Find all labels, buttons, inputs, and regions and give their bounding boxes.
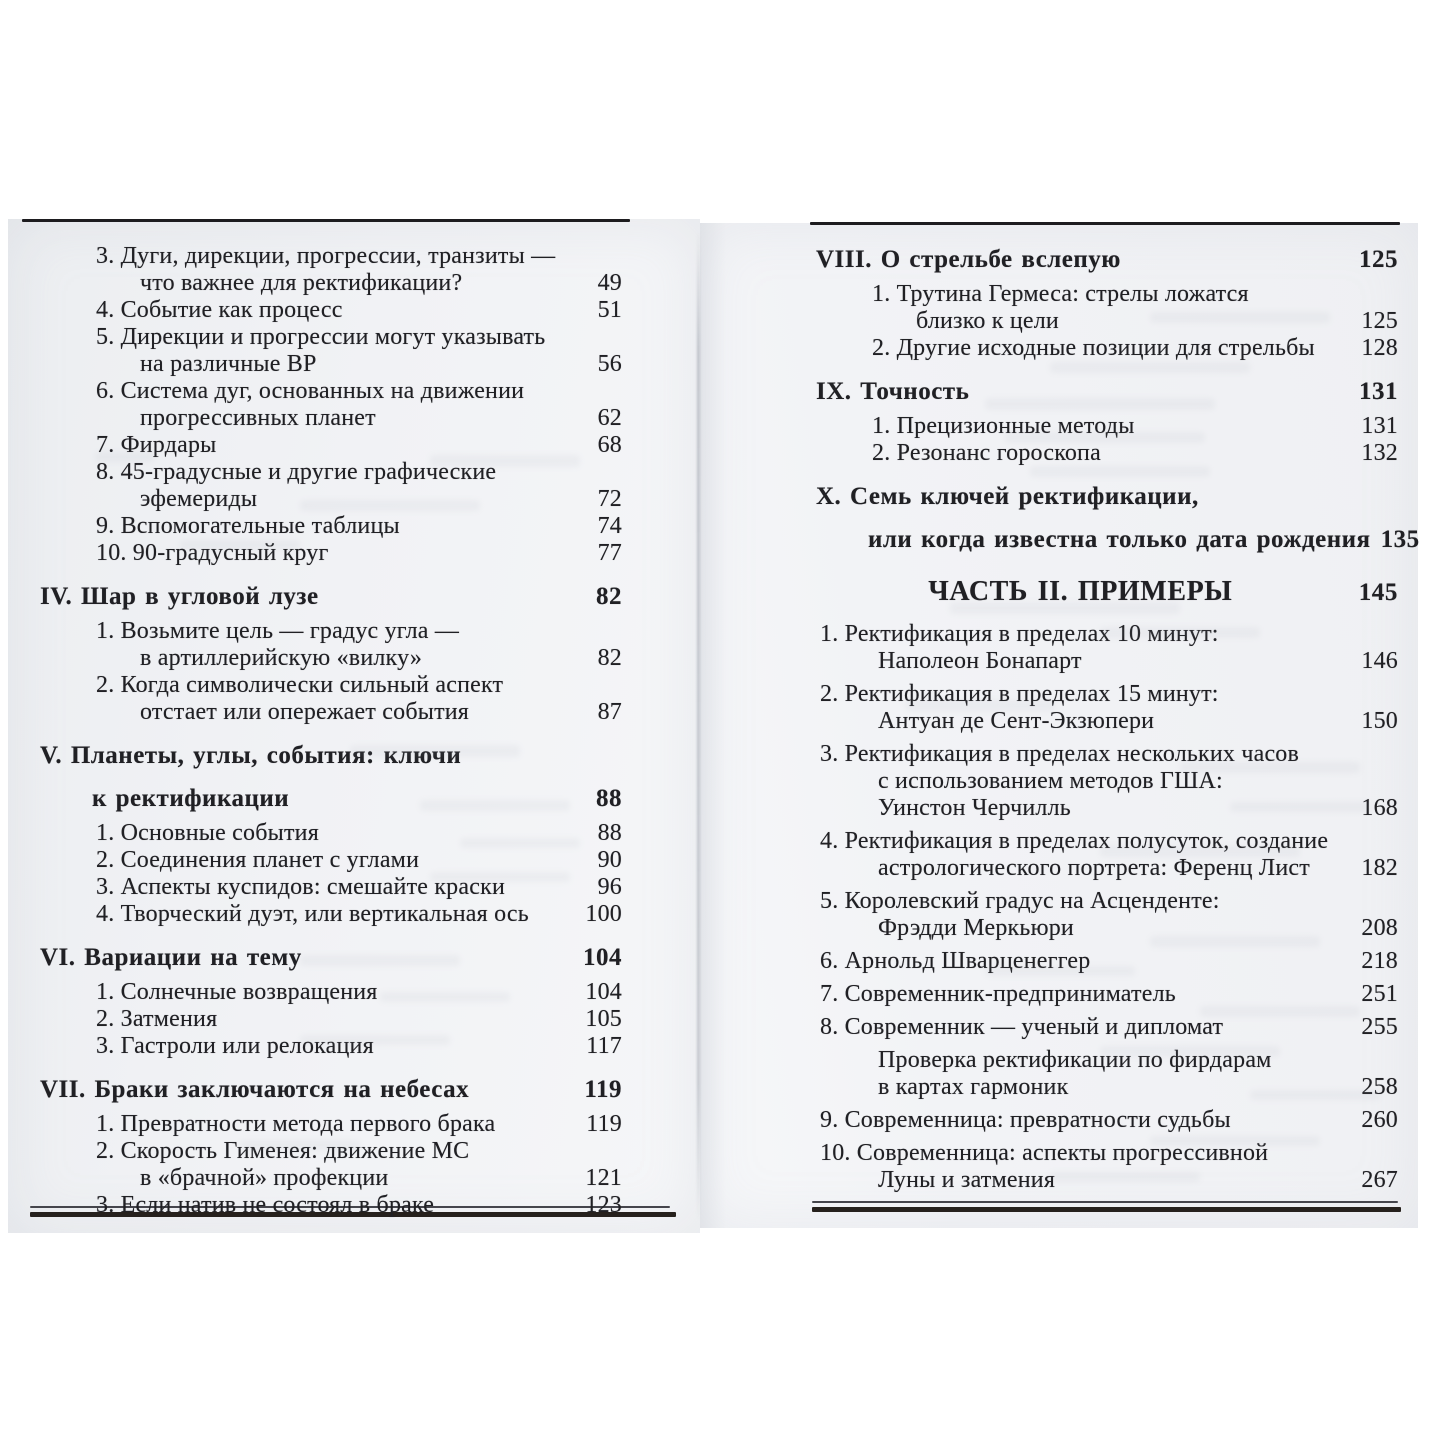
show-through-smudge (350, 745, 520, 757)
toc-item-line-text: 2. Другие исходные позиции для стрельбы (872, 335, 1315, 361)
toc-item-line (36, 297, 622, 324)
page-number: 251 (1361, 981, 1398, 1007)
page-number: 77 (597, 540, 622, 566)
page-number: 145 (1358, 579, 1398, 606)
toc-item-line (36, 270, 622, 297)
page-number: 88 (597, 820, 622, 846)
toc-item-line (812, 335, 1398, 362)
toc-chapter-heading (36, 1076, 622, 1103)
toc-item-line-text: 1. Превратности метода первого брака (96, 1111, 496, 1137)
page-number: 74 (597, 513, 622, 539)
toc-entry-line-text: 2. Ректификация в пределах 15 минут: (820, 681, 1219, 707)
show-through-smudge (430, 872, 570, 882)
toc-chapter-heading-text: V. Планеты, углы, события: ключи (40, 742, 462, 769)
show-through-smudge (460, 838, 580, 848)
page-number: 128 (1361, 335, 1398, 361)
page-number: 100 (585, 901, 622, 927)
toc-item-line-text: 1. Прецизионные методы (872, 413, 1135, 439)
show-through-smudge (180, 540, 300, 550)
toc-item-line (36, 1006, 622, 1033)
page-number: 131 (1361, 413, 1398, 439)
toc-item-line-text: 5. Дирекции и прогрессии могут указывать (96, 324, 546, 350)
toc-item-line-text: 1. Основные события (96, 820, 319, 846)
show-through-smudge (1200, 1006, 1360, 1017)
toc-chapter-heading-text: IX. Точность (816, 378, 970, 405)
toc-item-line-text: 2. Скорость Гименея: движение МС (96, 1138, 470, 1164)
toc-item-line (36, 351, 622, 378)
toc-item-line-text: эфемериды (140, 486, 258, 512)
page-number: 119 (584, 1076, 622, 1103)
show-through-smudge (1150, 312, 1330, 323)
toc-chapter-heading-text: к ректификации (92, 785, 290, 812)
page-number: 267 (1361, 1167, 1398, 1193)
page-number: 104 (583, 944, 622, 971)
toc-entry-line-text: 7. Современник-предприниматель (820, 981, 1176, 1007)
show-through-smudge (1150, 936, 1320, 947)
page-number: 258 (1361, 1074, 1398, 1100)
toc-entry-line-text: астрологического портрета: Ференц Лист (878, 855, 1310, 881)
show-through-smudge (950, 602, 1180, 614)
toc-item-line (36, 901, 622, 928)
page-number: 56 (597, 351, 622, 377)
toc-item-line-text: 7. Фирдары (96, 432, 217, 458)
toc-item-line-text: 9. Вспомогательные таблицы (96, 513, 400, 539)
show-through-smudge (1150, 1136, 1320, 1146)
toc-item-line (36, 618, 622, 645)
toc-entry-line-text: 4. Ректификация в пределах полусуток, создание (820, 828, 1329, 854)
toc-item-line (36, 979, 622, 1006)
toc-item-line-text: 3. Аспекты куспидов: смешайте краски (96, 874, 505, 900)
page-number: 62 (597, 405, 622, 431)
page-number: 125 (1359, 246, 1398, 273)
toc-item-line-text: отстает или опережает события (140, 699, 470, 725)
toc-item-line (36, 378, 622, 405)
toc-entry-line-text: 1. Ректификация в пределах 10 минут: (820, 621, 1219, 647)
right-page-bottom-thin-rule (812, 1201, 1398, 1203)
page-number: 182 (1361, 855, 1398, 881)
page-number: 72 (597, 486, 622, 512)
toc-item-line (36, 243, 622, 270)
toc-item-line (36, 699, 622, 726)
show-through-smudge (985, 966, 1135, 976)
page-number: 208 (1361, 915, 1398, 941)
show-through-smudge (905, 700, 1055, 711)
page-number: 49 (597, 270, 622, 296)
show-through-smudge (1180, 762, 1360, 773)
page-number: 260 (1361, 1107, 1398, 1133)
toc-entry-line-text: Фрэдди Меркьюри (878, 915, 1074, 941)
show-through-smudge (95, 452, 155, 462)
toc-item-line-text: что важнее для ректификации? (140, 270, 463, 296)
toc-item-line-text: 2. Резонанс гороскопа (872, 440, 1101, 466)
left-page-top-rule (22, 219, 630, 222)
toc-item-line-text: в артиллерийскую «вилку» (140, 645, 423, 671)
show-through-smudge (380, 992, 510, 1002)
page-number: 146 (1361, 648, 1398, 674)
toc-part-heading-text: ЧАСТЬ II. ПРИМЕРЫ (928, 576, 1233, 607)
toc-entry-line-text: Проверка ректификации по фирдарам (878, 1047, 1272, 1073)
show-through-smudge (1030, 466, 1210, 477)
toc-entry-line-text: 8. Современник — ученый и дипломат (820, 1014, 1224, 1040)
toc-entry-line-text: 9. Современница: превратности судьбы (820, 1107, 1231, 1133)
page-number: 125 (1361, 308, 1398, 334)
show-through-smudge (300, 955, 460, 966)
page-number: 90 (597, 847, 622, 873)
toc-entry-line (812, 1014, 1398, 1041)
toc-chapter-heading (812, 483, 1398, 510)
toc-item-line-text: близко к цели (916, 308, 1059, 334)
page-number: 51 (597, 297, 622, 323)
show-through-smudge (1005, 432, 1205, 443)
show-through-smudge (1050, 1172, 1200, 1182)
toc-item-line-text: 10. 90-градусный круг (96, 540, 329, 566)
show-through-smudge (420, 800, 570, 811)
toc-entry-line-text: с использованием методов ГША: (878, 768, 1223, 794)
toc-item-line (36, 645, 622, 672)
toc-item-line (36, 672, 622, 699)
toc-entry-line-text: 6. Арнольд Шварценеггер (820, 948, 1091, 974)
page-number: 119 (586, 1111, 622, 1137)
toc-entry-line-text: Антуан де Сент-Экзюпери (878, 708, 1155, 734)
toc-chapter-heading (36, 583, 622, 610)
toc-item-line-text: 1. Солнечные возвращения (96, 979, 378, 1005)
toc-entry-line-text: 10. Современница: аспекты прогрессивной (820, 1140, 1269, 1166)
toc-entry-line (812, 648, 1398, 675)
toc-item-line-text: 2. Когда символически сильный аспект (96, 672, 504, 698)
page-number: 88 (596, 785, 622, 812)
show-through-smudge (1230, 802, 1370, 812)
page-number: 135 (1380, 526, 1420, 553)
toc-item-line (812, 440, 1398, 467)
toc-left-column (36, 243, 622, 1219)
toc-item-line-text: 2. Соединения планет с углами (96, 847, 420, 873)
show-through-smudge (1100, 846, 1300, 857)
toc-entry-line (812, 1107, 1398, 1134)
page-number: 117 (586, 1033, 622, 1059)
toc-entry-line-text: Наполеон Бонапарт (878, 648, 1082, 674)
toc-item-line (36, 405, 622, 432)
gutter-crease (697, 230, 700, 1222)
show-through-smudge (1250, 1090, 1380, 1100)
toc-item-line-text: 3. Дуги, дирекции, прогрессии, транзиты — (96, 243, 556, 269)
page-number: 96 (597, 874, 622, 900)
toc-item-line-text: 4. Творческий дуэт, или вертикальная ось (96, 901, 529, 927)
toc-item-line (36, 1165, 622, 1192)
page-number: 131 (1359, 378, 1398, 405)
toc-entry-line-text: 5. Королевский градус на Асценденте: (820, 888, 1220, 914)
toc-item-line-text: 8. 45-градусные и другие графические (96, 459, 497, 485)
toc-item-line (36, 324, 622, 351)
toc-item-line-text: прогрессивных планет (140, 405, 376, 431)
page-number: 168 (1361, 795, 1398, 821)
page-number: 255 (1361, 1014, 1398, 1040)
right-page-bottom-thick-rule (812, 1207, 1401, 1212)
toc-item-line (36, 1192, 622, 1219)
show-through-smudge (985, 398, 1215, 410)
page-number: 121 (585, 1165, 622, 1191)
toc-entry-line (812, 708, 1398, 735)
toc-item-line (36, 1111, 622, 1138)
show-through-smudge (1100, 627, 1260, 638)
toc-chapter-heading-text: VII. Браки заключаются на небесах (40, 1076, 470, 1103)
toc-entry-line (812, 981, 1398, 1008)
gutter-shadow (700, 223, 726, 1228)
show-through-smudge (300, 500, 480, 511)
toc-chapter-heading-text: IV. Шар в угловой лузе (40, 583, 319, 610)
toc-entry-line (812, 855, 1398, 882)
show-through-smudge (300, 1035, 450, 1045)
toc-item-line-text: на различные ВР (140, 351, 317, 377)
toc-item-line-text: в «брачной» профекции (140, 1165, 389, 1191)
toc-entry-line (812, 681, 1398, 708)
toc-item-line-text: 1. Возьмите цель — градус угла — (96, 618, 460, 644)
toc-chapter-heading-text: или когда известна только дата рождения (868, 526, 1371, 553)
page-number: 104 (585, 979, 622, 1005)
show-through-smudge (1100, 1046, 1280, 1057)
toc-entry-line-text: Уинстон Черчилль (878, 795, 1071, 821)
right-page-top-rule (810, 222, 1400, 225)
page-number: 218 (1361, 948, 1398, 974)
page-number: 82 (596, 583, 622, 610)
toc-item-line-text: 4. Событие как процесс (96, 297, 343, 323)
page-number: 123 (585, 1192, 622, 1218)
toc-entry-line-text: 3. Ректификация в пределах нескольких часов (820, 741, 1300, 767)
toc-item-line-text: 3. Если натив не состоял в браке (96, 1192, 435, 1218)
toc-entry-line-text: Луны и затмения (878, 1167, 1056, 1193)
toc-item-line (36, 513, 622, 540)
toc-chapter-heading-text: X. Семь ключей ректификации, (816, 483, 1199, 510)
toc-item-line-text: 6. Система дуг, основанных на движении (96, 378, 525, 404)
toc-entry-line-text: в картах гармоник (878, 1074, 1069, 1100)
toc-item-line (36, 540, 622, 567)
toc-item-line-text: 3. Гастроли или релокация (96, 1033, 374, 1059)
page-number: 132 (1361, 440, 1398, 466)
toc-item-line-text: 1. Трутина Гермеса: стрелы ложатся (872, 281, 1249, 307)
page-number: 87 (597, 699, 622, 725)
show-through-smudge (1050, 362, 1250, 373)
toc-item-line (812, 281, 1398, 308)
page-number: 105 (585, 1006, 622, 1032)
toc-chapter-heading (36, 742, 622, 769)
toc-chapter-heading-text: VIII. О стрельбе вслепую (816, 246, 1121, 273)
toc-chapter-heading-text: VI. Вариации на тему (40, 944, 302, 971)
toc-chapter-heading (812, 526, 1420, 553)
toc-item-line-text: 2. Затмения (96, 1006, 218, 1032)
show-through-smudge (240, 1140, 360, 1150)
toc-chapter-heading (812, 246, 1398, 273)
page-number: 68 (597, 432, 622, 458)
toc-entry-line (812, 888, 1398, 915)
page-number: 82 (597, 645, 622, 671)
show-through-smudge (430, 455, 580, 467)
page-number: 150 (1361, 708, 1398, 734)
toc-item-line (36, 847, 622, 874)
